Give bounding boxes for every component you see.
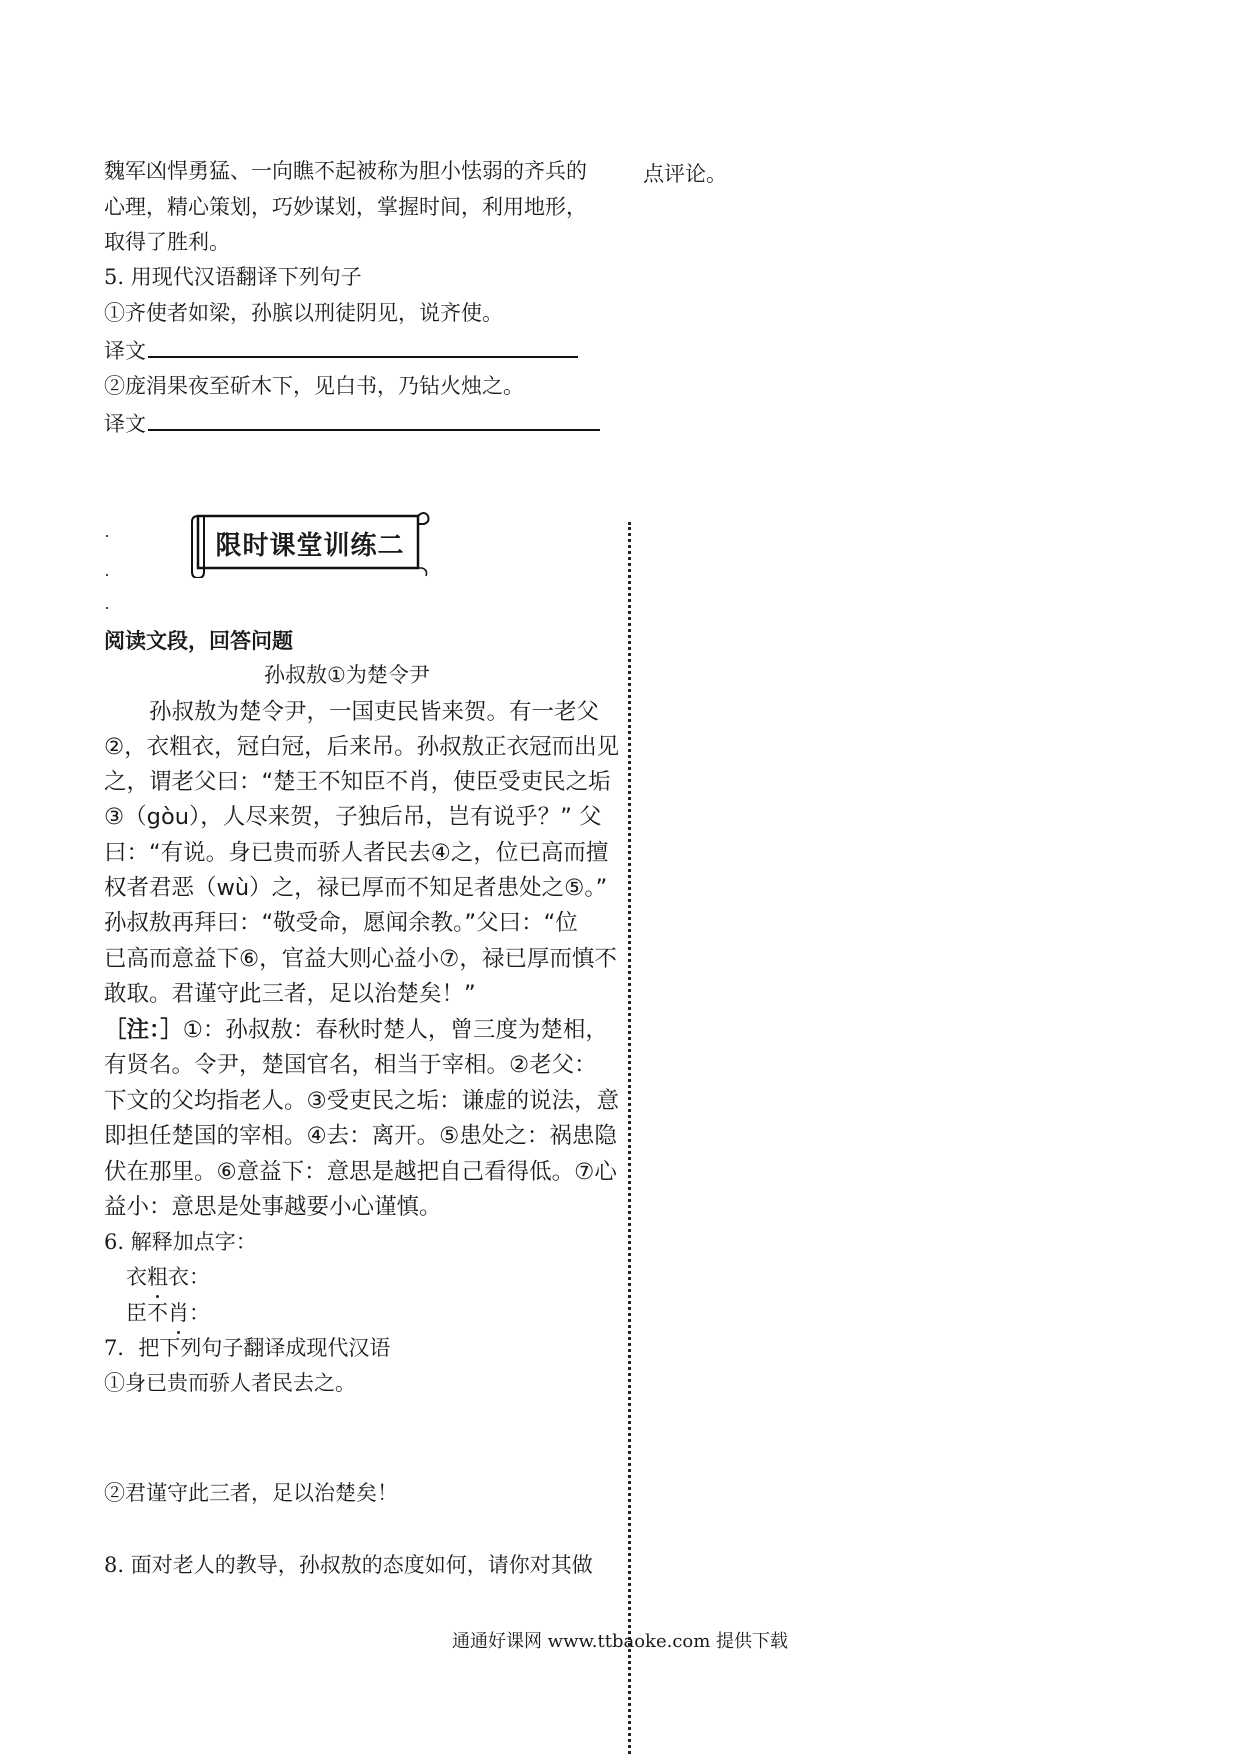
passage-line-5: 曰：“有说。身已贵而骄人者民去④之，位已高而擅 [104, 840, 609, 866]
q7-sentence-2: ②君谨守此三者，足以治楚矣！ [104, 1481, 398, 1505]
question-7: 7．把下列句子翻译成现代汉语 [104, 1336, 391, 1360]
reading-heading: 阅读文段，回答问题 [104, 629, 293, 653]
q6-item-2-pre: 臣不 [126, 1301, 168, 1325]
q5-sentence-2: ②庞涓果夜至斫木下，见白书，乃钻火烛之。 [104, 374, 524, 398]
margin-mark [106, 535, 108, 537]
passage-line-4: ③（gòu），人尽来贺，子独后吊，岂有说乎？” 父 [104, 804, 602, 830]
margin-mark [106, 574, 108, 576]
right-column-text: 点评论。 [643, 162, 727, 186]
q6-item-2-post: ： [189, 1301, 210, 1325]
section-title: 限时课堂训练二 [215, 531, 405, 561]
translation-2 [104, 407, 600, 439]
note-label: ［注：］ [104, 1017, 183, 1043]
passage-line-6: 权者君恶（wù）之，禄已厚而不知足者患处之⑤。” [104, 875, 608, 901]
note-line-6: 益小：意思是处事越要小心谨慎。 [104, 1194, 442, 1220]
passage-line-8: 已高而意益下⑥，官益大则心益小⑦，禄已厚而慎不 [104, 946, 617, 972]
q6-item-1-pre: 衣 [126, 1265, 147, 1289]
passage-line-1: 孙叔敖为楚令尹，一国吏民皆来贺。有一老父 [104, 699, 600, 725]
q7-sentence-1: ①身已贵而骄人者民去之。 [104, 1371, 356, 1395]
passage-line-2: ②，衣粗衣，冠白冠，后来吊。孙叔敖正衣冠而出见 [104, 734, 620, 760]
passage-title: 孙叔敖①为楚令尹 [264, 663, 430, 687]
q6-item-1-post: 衣： [168, 1265, 210, 1289]
question-8: 8. 面对老人的教导，孙叔敖的态度如何，请你对其做 [104, 1553, 593, 1577]
upper-line-2: 心理，精心策划，巧妙谋划，掌握时间，利用地形， [104, 195, 587, 219]
upper-line-1: 魏军凶悍勇猛、一向瞧不起被称为胆小怯弱的齐兵的 [104, 159, 587, 183]
note-line-3: 下文的父均指老人。③受吏民之垢：谦虚的说法，意 [104, 1088, 620, 1114]
note-line-2: 有贤名。令尹，楚国官名，相当于宰相。②老父： [104, 1052, 597, 1078]
note-text: ①：孙叔敖：春秋时楚人，曾三度为楚相， [182, 1017, 608, 1043]
note-line-4: 即担任楚国的宰相。④去：离开。⑤患处之：祸患隐 [104, 1123, 617, 1149]
passage-line-9: 敢取。君谨守此三者，足以治楚矣！” [104, 981, 476, 1007]
translation-label: 译文 [104, 339, 146, 363]
q5-sentence-1: ①齐使者如梁，孙膑以刑徒阴见，说齐使。 [104, 301, 503, 325]
question-6: 6. 解释加点字： [104, 1230, 257, 1254]
answer-line-2[interactable] [148, 407, 600, 431]
question-5: 5. 用现代汉语翻译下列句子 [104, 265, 362, 289]
margin-mark [106, 607, 108, 609]
page-footer: 通通好课网 www.ttbaoke.com 提供下载 [451, 1631, 789, 1652]
translation-label: 译文 [104, 412, 146, 436]
note-line-1 [104, 1014, 608, 1046]
answer-line-1[interactable] [148, 334, 578, 358]
emphasis-dot-char: 肖 [168, 1298, 189, 1328]
upper-line-3: 取得了胜利。 [104, 230, 230, 254]
q6-item-1 [126, 1262, 210, 1292]
column-divider [628, 522, 631, 1754]
note-line-5: 伏在那里。⑥意益下：意思是越把自己看得低。⑦心 [104, 1159, 617, 1185]
passage-line-3: 之，谓老父曰：“楚王不知臣不肖，使臣受吏民之垢 [104, 769, 611, 795]
emphasis-dot-char: 粗 [147, 1262, 168, 1292]
translation-1 [104, 334, 578, 366]
q6-item-2 [126, 1298, 210, 1328]
passage-line-7: 孙叔敖再拜曰：“敬受命，愿闻余教。”父曰：“位 [104, 910, 578, 936]
